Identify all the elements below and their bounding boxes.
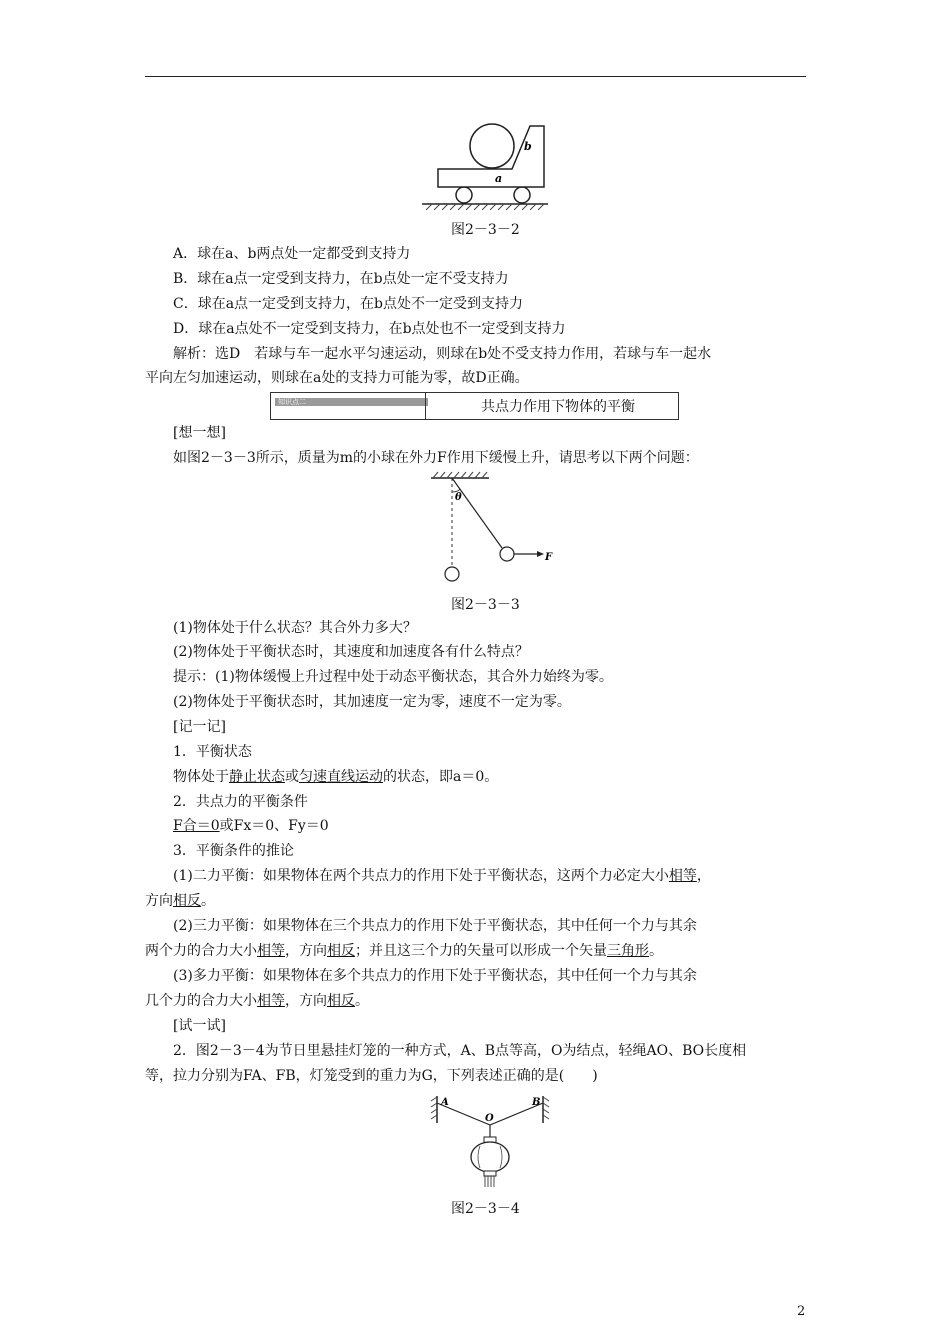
knowledge-point-tag: 知识点二 xyxy=(275,398,428,406)
inference-2-line-2: 两个力的合力大小相等，方向相反；并且这三个力的矢量可以形成一个矢量三角形。 xyxy=(145,943,663,959)
figure-caption: 图2－3－3 xyxy=(451,597,520,613)
question-2-line-2: 等，拉力分别为FA、FB，灯笼受到的重力为G，下列表述正确的是( ) xyxy=(145,1068,598,1084)
page-number: 2 xyxy=(797,1304,806,1319)
question-2: (2)物体处于平衡状态时，其速度和加速度各有什么特点？ xyxy=(173,644,529,660)
label-B: B xyxy=(532,1097,541,1108)
hint-1: 提示：(1)物体缓慢上升过程中处于动态平衡状态，其合外力始终为零。 xyxy=(173,669,613,685)
try-heading: [试一试] xyxy=(173,1018,226,1034)
option-c: C．球在a点一定受到支持力，在b点处不一定受到支持力 xyxy=(173,296,524,312)
inference-3-line-2: 几个力的合力大小相等，方向相反。 xyxy=(145,993,369,1009)
header-rule xyxy=(145,76,806,77)
section-1-text: 物体处于静止状态或匀速直线运动的状态，即a＝0。 xyxy=(173,769,499,785)
remember-heading: [记一记] xyxy=(173,719,226,735)
label-a: a xyxy=(495,172,503,185)
knowledge-point-title: 共点力作用下物体的平衡 xyxy=(481,399,635,415)
think-heading: [想一想] xyxy=(173,425,226,441)
pendulum-figure xyxy=(425,470,565,588)
box-divider xyxy=(425,393,426,419)
section-3-title: 3．平衡条件的推论 xyxy=(173,843,294,859)
option-b: B．球在a点一定受到支持力，在b点处一定不受支持力 xyxy=(173,271,509,287)
hint-2: (2)物体处于平衡状态时，其加速度一定为零，速度不一定为零。 xyxy=(173,694,571,710)
section-1-title: 1．平衡状态 xyxy=(173,744,252,760)
section-2-title: 2．共点力的平衡条件 xyxy=(173,794,308,810)
label-theta: θ xyxy=(455,492,462,503)
inference-3-line-1: (3)多力平衡：如果物体在多个共点力的作用下处于平衡状态，其中任何一个力与其余 xyxy=(173,968,697,984)
option-a: A．球在a、b两点处一定都受到支持力 xyxy=(173,246,411,262)
label-A: A xyxy=(441,1097,449,1108)
option-d: D．球在a点处不一定受到支持力，在b点处也不一定受到支持力 xyxy=(173,321,566,337)
label-O: O xyxy=(485,1113,494,1124)
inference-1-line-2: 方向相反。 xyxy=(145,893,215,909)
figure-caption: 图2－3－2 xyxy=(451,222,520,238)
inference-2-line-1: (2)三力平衡：如果物体在三个共点力的作用下处于平衡状态，其中任何一个力与其余 xyxy=(173,918,697,934)
question-1: (1)物体处于什么状态？其合外力多大？ xyxy=(173,620,417,636)
cart-figure xyxy=(420,120,550,212)
section-2-text: F合＝0或Fx＝0、Fy＝0 xyxy=(173,818,329,834)
figure-caption: 图2－3－4 xyxy=(451,1201,520,1217)
question-2-line-1: 2．图2－3－4为节日里悬挂灯笼的一种方式，A、B点等高，O为结点，轻绳AO、BO长度相 xyxy=(173,1043,747,1059)
label-F: F xyxy=(545,552,553,563)
analysis-line-1: 解析：选D 若球与车一起水平匀速运动，则球在b处不受支持力作用，若球与车一起水 xyxy=(173,346,712,362)
inference-1-line-1: (1)二力平衡：如果物体在两个共点力的作用下处于平衡状态，这两个力必定大小相等， xyxy=(173,868,711,884)
analysis-line-2: 平向左匀加速运动，则球在a处的支持力可能为零，故D正确。 xyxy=(145,370,529,386)
think-intro: 如图2－3－3所示，质量为m的小球在外力F作用下缓慢上升，请思考以下两个问题： xyxy=(173,450,699,466)
lantern-figure xyxy=(430,1093,550,1193)
label-b: b xyxy=(524,140,532,153)
knowledge-point-box xyxy=(270,392,679,420)
